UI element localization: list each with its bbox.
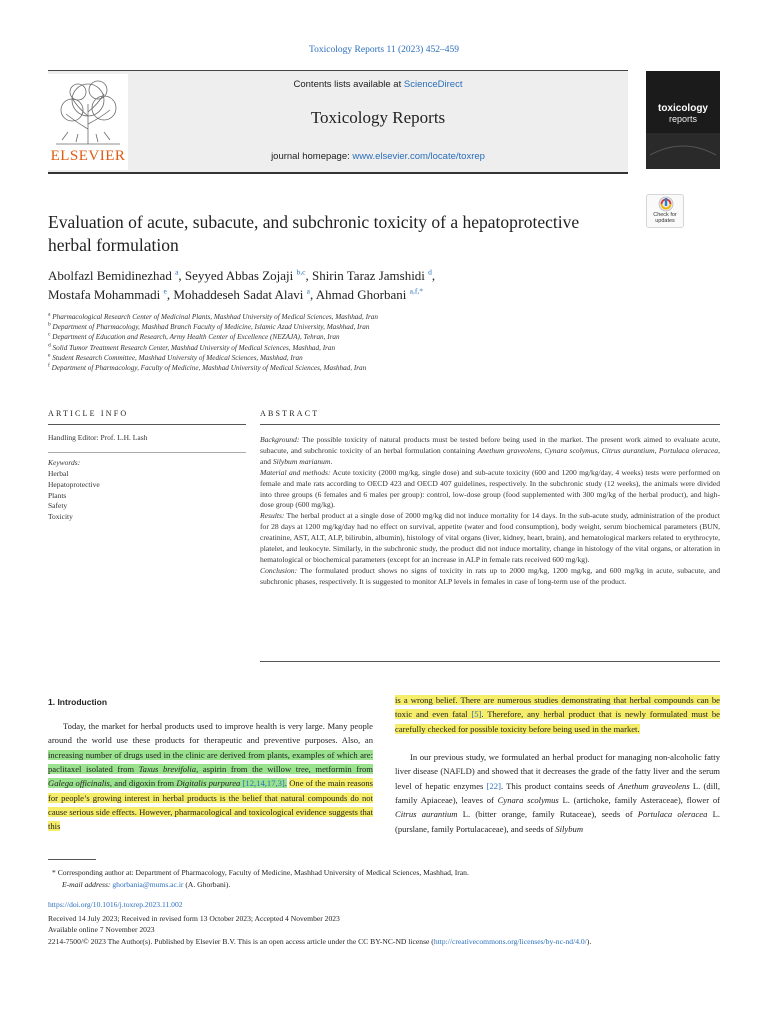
yellow-highlight: One of the main reasons for people’s growing interest in herbal products is the belief that natural compounds do not cause serious side effects. However, pharmacological and toxicological evidence suggests that this <box>48 778 374 832</box>
intro-text: L. (purslane, family Portulacaceae), and seeds of <box>395 809 721 834</box>
footnote-rule <box>48 859 96 860</box>
author-list <box>48 266 668 304</box>
affiliation-text: Department of Pharmacology, Faculty of Medicine, Mashhad University of Medical Sciences, Mashhad, Iran <box>51 364 367 373</box>
species-name: Cynara scolymus <box>544 445 598 455</box>
affiliation-marker: d <box>48 342 51 349</box>
author-affiliation-marker[interactable]: a,f,* <box>409 286 423 296</box>
yellow-highlight: is a wrong belief. There are numerous studies demonstrating that herbal compounds can be toxic and even fatal <box>395 695 720 720</box>
abstract-bottom-rule <box>260 661 720 662</box>
intro-text: In our previous study, we formulated an herbal product for managing non-alcoholic fatty liver disease (NAFLD) and showed that it decreases the grade of the fatty liver and the serum level of hepatic enzymes <box>395 752 720 791</box>
abstract-background <box>260 435 720 468</box>
green-highlight: , aspirin from the willow tree, metformin from <box>196 764 373 775</box>
abstract-body <box>260 435 720 588</box>
abstract-rule <box>260 424 720 425</box>
article-info-rule <box>48 424 246 425</box>
article-title: Evaluation of acute, subacute, and subchronic toxicity of a hepatoprotective herbal formulation <box>48 212 580 255</box>
corresponding-author-line <box>52 867 712 879</box>
affiliation-item <box>48 343 668 353</box>
affiliation-marker: f <box>48 362 50 369</box>
email-label: E-mail address: <box>62 879 111 889</box>
received-dates: Received 14 July 2023; Received in revised form 13 October 2023; Accepted 4 November 2023 <box>48 914 340 923</box>
keyword-item: Herbal <box>48 469 69 478</box>
author-name[interactable]: Ahmad Ghorbani <box>315 287 407 302</box>
homepage-prefix: journal homepage: <box>271 151 353 162</box>
email-suffix: (A. Ghorbani). <box>183 879 231 889</box>
green-highlight-species: Taxus brevifolia <box>138 764 197 775</box>
author-affiliation-marker[interactable]: a <box>175 267 179 277</box>
contents-prefix: Contents lists available at <box>293 79 404 90</box>
contents-available-line <box>128 79 628 90</box>
affiliation-marker: e <box>48 352 51 359</box>
journal-title: Toxicology Reports <box>310 108 446 127</box>
author-name[interactable]: Abolfazl Bemidinezhad <box>48 268 172 283</box>
affiliation-item <box>48 353 668 363</box>
introduction-paragraph-2 <box>395 750 720 836</box>
affiliation-item <box>48 322 668 332</box>
corresponding-author-footnote <box>52 867 712 890</box>
yellow-highlight: . Therefore, any herbal product that is newly formulated must be carefully checked for possible toxicity before being used in the market. <box>395 709 720 734</box>
affiliation-item <box>48 332 668 342</box>
intro-text: L. (dill, family Apiaceae), leaves of <box>395 780 721 806</box>
journal-citation[interactable]: Toxicology Reports 11 (2023) 452–459 <box>309 45 459 55</box>
sciencedirect-link[interactable]: ScienceDirect <box>403 79 463 90</box>
abstract-heading: ABSTRACT <box>260 409 320 418</box>
species-name: Citrus aurantium <box>395 809 458 820</box>
cover-subtitle: reports <box>668 114 697 124</box>
sentence-end: . <box>330 456 333 466</box>
separator: , <box>597 445 602 455</box>
keyword-list <box>48 469 246 523</box>
affiliation-text: Solid Tumor Treatment Research Center, Mashhad University of Medical Sciences, Mashhad, Iran <box>52 343 336 352</box>
abstract-methods-text: Acute toxicity (2000 mg/kg, single dose) and sub-acute toxicity (600 and 1200 mg/kg/day, 4 weeks) tests were performed on female and male rats according to OECD 423 and OECD 407 guidelines, respectively. In the subchronic study (12 weeks), the animals were divided into three groups (6 females and 6 males per group): control, low-dose group (food supplemented with 300 mg/kg of the herbal product), and high-dose group (600 mg/kg). <box>260 467 720 510</box>
citation-link[interactable]: [5] <box>471 709 482 720</box>
author-affiliation-marker[interactable]: a <box>306 286 310 296</box>
author-separator: , <box>309 287 316 302</box>
abstract-background-label: Background: <box>260 435 300 444</box>
abstract-conclusion <box>260 566 720 588</box>
species-name: Portulaca oleracea <box>658 445 719 455</box>
available-online-date: Available online 7 November 2023 <box>48 925 155 934</box>
keyword-item: Safety <box>48 501 68 511</box>
affiliation-marker: b <box>48 321 51 328</box>
abstract-conclusion-label: Conclusion: <box>260 565 298 575</box>
affiliation-text: Student Research Committee, Mashhad University of Medical Sciences, Mashhad, Iran <box>52 353 303 362</box>
separator: , <box>540 445 545 455</box>
elsevier-wordmark: ELSEVIER <box>50 148 126 164</box>
cover-title: toxicology <box>657 103 708 114</box>
handling-editor: Handling Editor: Prof. L.H. Lash <box>48 433 148 442</box>
email-link[interactable]: ghorbania@mums.ac.ir <box>112 879 184 889</box>
crossmark-icon <box>647 195 685 213</box>
species-name: Cynara scolymus <box>497 795 559 806</box>
affiliation-item <box>48 363 668 373</box>
elsevier-tree-icon <box>48 74 128 148</box>
abstract-results-text: The herbal product at a single dose of 2000 mg/kg did not induce mortality for 14 days. In the sub-acute study, administration of the product for 28 days at 1200 mg/kg/day had no effect on survival, appetite (water and food consumption), body weight, serum biochemical parameters (BUN, creatinine, AST, ALT, ALP, bilirubin, albumin), histology of vital organs (liver, kidney, heart, brain), and hematological markers related to erythrocyte, platelet, and leukocyte. Similarly, in the subchronic study, the product did not induce mortality, change in histology of the vital organs, or alteration in hematological or biochemical parameters (except for an increase in ALP in female rats received 600 mg/kg). <box>260 511 720 564</box>
green-highlight: increasing number of drugs used in the clinic are derived from plants, examples of which are: paclitaxel isolated from <box>48 749 373 775</box>
affiliation-text: Department of Education and Research, Army Health Center of Excellence (NEZAJA), Tehran, Iran <box>52 333 340 342</box>
abstract-methods-label: Material and methods: <box>260 467 331 477</box>
journal-homepage-link[interactable]: www.elsevier.com/locate/toxrep <box>352 151 485 162</box>
affiliation-marker: c <box>48 332 51 339</box>
species-name: Portulaca oleracea <box>637 809 708 820</box>
journal-homepage-line <box>128 151 628 162</box>
green-highlight-species: Digitalis purpurea <box>176 778 241 789</box>
intro-text: L. (artichoke, family Asteraceae), flower of <box>558 795 721 806</box>
intro-text: Today, the market for herbal products used to improve health is very large. Many people around the world use these products for therapeutic and preventive purposes. Also, an <box>48 721 373 746</box>
keyword-item: Hepatoprotective <box>48 479 100 489</box>
author-affiliation-marker[interactable]: b,c <box>296 267 306 277</box>
check-for-updates-label: Check for updates <box>653 212 677 224</box>
citation-link[interactable]: [22] <box>486 780 501 791</box>
author-separator: , <box>178 268 185 283</box>
introduction-heading: 1. Introduction <box>48 697 108 707</box>
abstract-background-text: The possible toxicity of natural products must be tested before being used in the market. The present work aimed to evaluate acute, subacute, and subchronic toxicity of an herbal formulation containing <box>260 435 720 455</box>
species-name: Anethum graveolens <box>477 445 541 455</box>
author-name[interactable]: Shirin Taraz Jamshidi <box>311 268 425 283</box>
separator: , and <box>260 445 721 466</box>
keyword-item: Toxicity <box>48 512 73 522</box>
author-affiliation-marker[interactable]: d <box>428 267 432 277</box>
author-name[interactable]: Seyyed Abbas Zojaji <box>184 268 294 283</box>
affiliation-text: Department of Pharmacology, Mashhad Branch Faculty of Medicine, Islamic Azad University, Mashhad, Iran <box>52 323 370 332</box>
intro-text: . This product contains seeds of <box>500 780 619 791</box>
abstract-results-label: Results: <box>260 511 285 521</box>
abstract-conclusion-text: The formulated product shows no signs of toxicity in rats up to 2000 mg/kg, 1200 mg/kg, and 600 mg/kg in acute, subacute, and subchronic phases, respectively. It is suggested to monitor ALP levels in females in case of long-term use of the product. <box>260 565 720 586</box>
separator: , <box>654 445 659 455</box>
green-highlight: , and digoxin from <box>109 778 177 789</box>
species-name: Silybum <box>555 823 584 834</box>
keywords-label: Keywords: <box>48 458 81 467</box>
intro-text: L. (bitter orange, family Rutaceae), seeds of <box>457 809 638 820</box>
abstract-methods <box>260 468 720 512</box>
license-text: 2214-7500/© 2023 The Author(s). Published by Elsevier B.V. This is an open access article under the CC BY-NC-ND license ( <box>48 937 434 946</box>
license-end: ). <box>586 937 592 946</box>
citation-link[interactable]: [12,14,17,3] <box>242 778 285 789</box>
keyword-item: Plants <box>48 490 67 500</box>
license-statement <box>48 936 720 947</box>
introduction-paragraph-1 <box>48 719 373 834</box>
green-highlight: . <box>284 778 287 789</box>
author-separator: , <box>431 268 436 283</box>
footnote-marker: * <box>52 868 56 877</box>
corresponding-author-text: Corresponding author at: Department of Pharmacology, Faculty of Medicine, Mashhad University of Medical Sciences, Mashhad, Iran. <box>55 868 469 877</box>
header-bottom-rule <box>48 172 628 174</box>
author-name[interactable]: Mostafa Mohammadi <box>48 287 161 302</box>
article-info-heading: ARTICLE INFO <box>48 409 129 418</box>
species-name: Citrus aurantium <box>601 445 655 455</box>
species-name: Anethum graveolens <box>618 780 690 791</box>
license-link[interactable]: http://creativecommons.org/licenses/by-nc-nd/4.0/ <box>433 937 587 946</box>
author-name[interactable]: Mohaddeseh Sadat Alavi <box>173 287 304 302</box>
author-separator: , <box>305 268 312 283</box>
green-highlight-species: Galega officinalis <box>48 778 110 789</box>
author-affiliation-marker[interactable]: e <box>163 286 167 296</box>
doi-link[interactable]: https://doi.org/10.1016/j.toxrep.2023.11.002 <box>48 900 183 909</box>
affiliation-item <box>48 312 668 322</box>
affiliation-marker: a <box>48 311 51 318</box>
species-name: Silybum marianum <box>272 456 331 466</box>
affiliation-list <box>48 312 668 373</box>
article-info-divider <box>48 452 246 453</box>
email-line <box>52 879 712 891</box>
introduction-paragraph-1-continued <box>395 693 720 736</box>
affiliation-text: Pharmacological Research Center of Medicinal Plants, Mashhad University of Medical Sciences, Mashhad, Iran <box>52 313 378 321</box>
author-separator: , <box>166 287 174 302</box>
abstract-results <box>260 511 720 566</box>
